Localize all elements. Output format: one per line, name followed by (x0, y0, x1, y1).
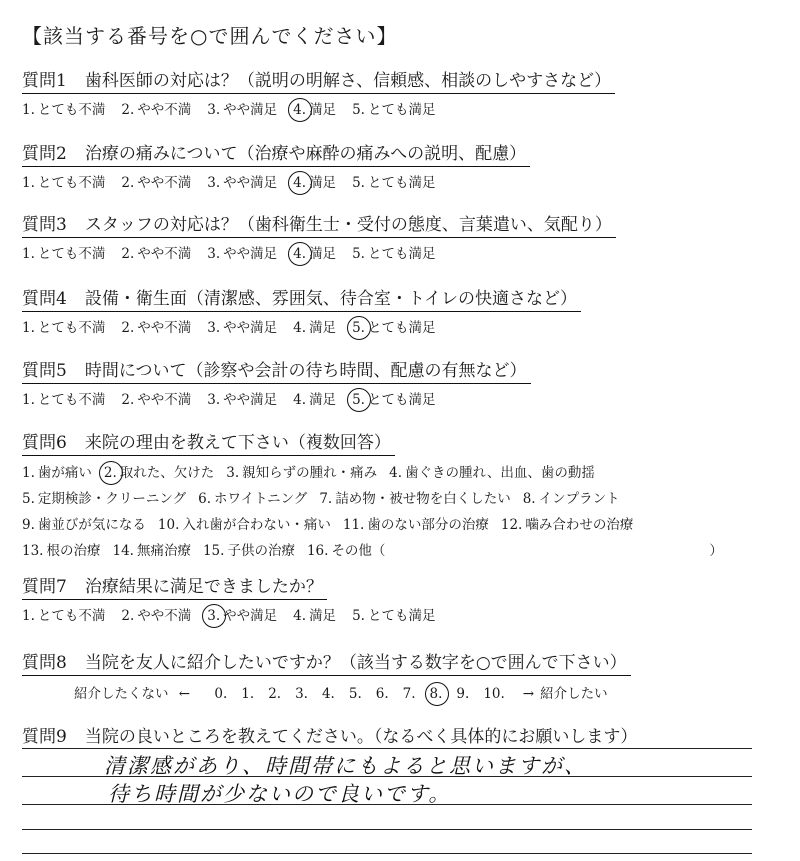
question-7 (22, 572, 782, 624)
question-number: 質問3 (22, 215, 67, 235)
circled-option-number: 4. (293, 175, 307, 191)
option-label: 定期検診・クリーニング (37, 491, 187, 507)
question-9 (22, 722, 782, 749)
circled-option-number: 3. (207, 608, 221, 624)
answer-option[interactable] (523, 486, 620, 512)
question-heading (22, 722, 641, 749)
option-number: 9. (22, 517, 35, 533)
answer-option[interactable] (207, 388, 277, 408)
option-label: 噛み合わせの治療 (525, 517, 634, 533)
option-number: 12. (500, 517, 523, 533)
question-number: 質問6 (22, 433, 67, 453)
scale-number[interactable]: 5. (348, 686, 362, 702)
option-label: 入れ歯が合わない・痛い (182, 517, 331, 533)
option-label: とても不満 (37, 175, 106, 191)
answer-options (22, 98, 782, 118)
answer-option[interactable] (352, 98, 435, 118)
question-text: 歯科医師の対応は？（説明の明解さ、信頼感、相談のしやすさなど） (84, 71, 612, 91)
answer-option[interactable] (121, 604, 191, 624)
answer-line (22, 829, 752, 830)
scale-number[interactable]: 3. (295, 686, 308, 702)
answer-option[interactable] (158, 512, 331, 538)
option-label: 満足 (309, 246, 337, 262)
scale-number[interactable]: 1. (241, 686, 255, 702)
scale-right-label: 紹介したい (540, 686, 608, 702)
right-arrow-icon: → (522, 686, 535, 702)
referral-scale (22, 682, 782, 702)
answer-option[interactable] (343, 512, 489, 538)
option-label: とても満足 (367, 392, 436, 408)
answer-options (22, 604, 782, 624)
answer-line (22, 853, 752, 854)
answer-option[interactable] (121, 316, 191, 336)
option-label: 満足 (309, 175, 337, 191)
handwritten-answer-line-1[interactable]: 清潔感があり、時間帯にもよると思いますが、 (104, 754, 587, 778)
option-label: 満足 (309, 608, 337, 624)
option-label: 歯が痛い (37, 465, 92, 481)
option-label: とても不満 (37, 246, 106, 262)
option-number: 5. (352, 102, 365, 118)
answer-option[interactable] (293, 171, 336, 191)
page-title: 【該当する番号を○で囲んでください】 (22, 24, 398, 48)
answer-option[interactable] (352, 316, 435, 336)
circled-option-number: 4. (293, 246, 307, 262)
scale-left-label: 紹介したくない (74, 686, 169, 702)
answer-option[interactable] (104, 460, 214, 486)
answer-option[interactable] (207, 98, 277, 118)
option-label: やや満足 (223, 175, 278, 191)
answer-options (22, 460, 782, 564)
option-label: 詰め物・被せ物を白くしたい (335, 491, 511, 507)
question-heading (22, 210, 616, 238)
option-number: 3. (207, 392, 221, 408)
question-1 (22, 66, 782, 118)
question-3 (22, 210, 782, 262)
question-heading (22, 139, 530, 167)
answer-option[interactable] (501, 512, 633, 538)
answer-option[interactable] (22, 316, 105, 336)
option-label: やや不満 (137, 320, 192, 336)
answer-option[interactable] (352, 171, 435, 191)
answer-option[interactable] (22, 538, 100, 564)
circled-option-number: 5. (352, 392, 365, 408)
option-label: 満足 (309, 392, 337, 408)
answer-options (22, 388, 782, 408)
handwritten-answer-line-2[interactable]: 待ち時間が少ないので良いです。 (108, 782, 452, 806)
option-label: ホワイトニング (214, 491, 308, 507)
answer-option[interactable] (22, 512, 146, 538)
option-label: やや不満 (137, 392, 192, 408)
option-number: 16. (306, 543, 329, 559)
option-label: やや満足 (223, 246, 278, 262)
option-number: 1. (22, 175, 35, 191)
question-4 (22, 284, 782, 336)
answer-option[interactable] (307, 538, 723, 564)
option-number: 2. (121, 175, 135, 191)
option-number: 6. (198, 491, 212, 507)
scale-number[interactable]: 2. (268, 686, 282, 702)
question-number: 質問7 (22, 577, 67, 597)
answer-option[interactable] (352, 242, 435, 262)
option-label: やや不満 (137, 175, 192, 191)
answer-option[interactable] (352, 604, 435, 624)
option-label: やや不満 (137, 246, 192, 262)
option-label: とても不満 (37, 392, 106, 408)
option-label: 歯ぐきの腫れ、出血、歯の動揺 (405, 465, 595, 481)
answer-option[interactable] (226, 460, 377, 486)
question-text: 設備・衛生面（清潔感、雰囲気、待合室・トイレの快適さなど） (84, 289, 577, 309)
option-number: 11. (342, 517, 365, 533)
question-heading (22, 356, 531, 384)
option-label: 根の治療 (46, 543, 101, 559)
answer-option[interactable] (22, 388, 105, 408)
question-heading (22, 572, 327, 600)
question-heading (22, 648, 631, 676)
option-label: とても不満 (37, 102, 106, 118)
answer-option[interactable] (203, 538, 295, 564)
answer-option[interactable] (121, 242, 191, 262)
option-label: 親知らずの腫れ・痛み (242, 465, 378, 481)
question-text: 治療結果に満足できましたか？ (84, 577, 323, 597)
answer-option[interactable] (293, 604, 336, 624)
option-number: 1. (22, 608, 35, 624)
question-text: 当院を友人に紹介したいですか？（該当する数字を○で囲んで下さい） (84, 653, 627, 673)
scale-number[interactable]: 6. (375, 686, 389, 702)
answer-option[interactable] (121, 98, 191, 118)
answer-option[interactable] (293, 242, 336, 262)
scale-number[interactable]: 10. (483, 686, 505, 702)
option-number: 2. (121, 320, 135, 336)
question-number: 質問1 (22, 71, 67, 91)
question-number: 質問2 (22, 144, 67, 164)
option-label: とても満足 (367, 320, 436, 336)
scale-number[interactable]: 7. (402, 686, 416, 702)
option-label: やや不満 (137, 608, 192, 624)
scale-number-circled[interactable]: 8. (429, 686, 443, 702)
circled-option-number: 4. (293, 102, 307, 118)
option-label: とても満足 (367, 246, 436, 262)
option-number: 2. (121, 246, 135, 262)
option-number: 5. (352, 246, 365, 262)
question-text: 治療の痛みについて（治療や麻酔の痛みへの説明、配慮） (84, 144, 527, 164)
answer-option[interactable] (22, 460, 92, 486)
option-label: とても不満 (37, 608, 106, 624)
question-number: 質問5 (22, 361, 67, 381)
answer-option[interactable] (22, 242, 105, 262)
answer-option[interactable] (22, 171, 105, 191)
answer-option[interactable] (319, 486, 510, 512)
option-number: 3. (207, 320, 221, 336)
option-label: やや満足 (223, 102, 278, 118)
option-label: 子供の治療 (227, 543, 295, 559)
option-label: 歯のない部分の治療 (367, 517, 489, 533)
question-number: 質問8 (22, 653, 67, 673)
option-number: 3. (207, 246, 221, 262)
answer-option[interactable] (22, 98, 105, 118)
scale-number[interactable]: 0. (214, 686, 228, 702)
answer-line (22, 748, 752, 749)
option-label: 歯並びが気になる (37, 517, 146, 533)
option-number: 4. (293, 392, 307, 408)
option-number: 10. (157, 517, 180, 533)
question-8 (22, 648, 782, 702)
option-number: 4. (293, 320, 307, 336)
question-text: スタッフの対応は？（歯科衛生士・受付の態度、言葉遣い、気配り） (84, 215, 612, 235)
scale-number[interactable]: 4. (321, 686, 335, 702)
question-number: 質問4 (22, 289, 67, 309)
option-number: 1. (22, 102, 35, 118)
option-number: 5. (352, 608, 365, 624)
option-number: 1. (22, 465, 35, 481)
answer-option[interactable] (112, 538, 190, 564)
question-5 (22, 356, 782, 408)
option-number: 1. (22, 392, 35, 408)
option-label: とても満足 (367, 608, 436, 624)
question-6 (22, 428, 782, 564)
answer-option[interactable] (207, 242, 277, 262)
option-label: とても不満 (37, 320, 106, 336)
option-number: 14. (112, 543, 134, 559)
option-label: やや満足 (223, 392, 278, 408)
option-number: 13. (22, 543, 44, 559)
option-number: 8. (522, 491, 536, 507)
answer-option[interactable] (22, 604, 105, 624)
option-number: 5. (352, 175, 365, 191)
option-number: 4. (389, 465, 403, 481)
option-number: 15. (202, 543, 225, 559)
option-label: 満足 (309, 102, 337, 118)
option-number: 1. (22, 320, 35, 336)
option-number: 2. (121, 102, 135, 118)
answer-option[interactable] (121, 388, 191, 408)
question-text: 当院の良いところを教えてください。（なるべく具体的にお願いします） (84, 727, 638, 747)
option-label: とても満足 (367, 102, 436, 118)
answer-option[interactable] (293, 316, 336, 336)
option-number: 7. (319, 491, 333, 507)
option-number: 2. (121, 392, 135, 408)
option-number: 2. (121, 608, 135, 624)
answer-options (22, 316, 782, 336)
option-number: 3. (226, 465, 240, 481)
answer-option[interactable] (121, 171, 191, 191)
option-label: インプラント (538, 491, 620, 507)
answer-option[interactable] (352, 388, 435, 408)
option-number: 4. (293, 608, 307, 624)
answer-option[interactable] (198, 486, 307, 512)
scale-number[interactable]: 9. (456, 686, 470, 702)
option-label: やや不満 (137, 102, 192, 118)
option-label: やや満足 (223, 608, 278, 624)
question-heading (22, 428, 395, 456)
option-label: その他（ ） (331, 543, 723, 559)
question-text: 時間について（診察や会計の待ち時間、配慮の有無など） (84, 361, 527, 381)
option-number: 5. (22, 491, 35, 507)
question-number: 質問9 (22, 727, 67, 747)
answer-option[interactable] (207, 604, 277, 624)
answer-options (22, 242, 782, 262)
option-label: 無痛治療 (136, 543, 191, 559)
option-label: 満足 (309, 320, 337, 336)
option-label: やや満足 (223, 320, 278, 336)
answer-option[interactable] (293, 388, 336, 408)
answer-option[interactable] (22, 486, 186, 512)
question-heading (22, 66, 615, 94)
circled-option-number: 2. (103, 465, 117, 481)
option-number: 1. (22, 246, 35, 262)
answer-options (22, 171, 782, 191)
answer-option[interactable] (293, 98, 336, 118)
option-number: 3. (207, 102, 221, 118)
question-2 (22, 139, 782, 191)
question-heading (22, 284, 581, 312)
answer-option[interactable] (207, 171, 277, 191)
left-arrow-icon: ← (178, 686, 191, 702)
answer-option[interactable] (207, 316, 277, 336)
option-label: とても満足 (367, 175, 436, 191)
circled-option-number: 5. (352, 320, 365, 336)
question-text: 来院の理由を教えて下さい（複数回答） (84, 433, 391, 453)
answer-option[interactable] (389, 460, 595, 486)
option-number: 3. (207, 175, 221, 191)
option-label: 取れた、欠けた (119, 465, 215, 481)
